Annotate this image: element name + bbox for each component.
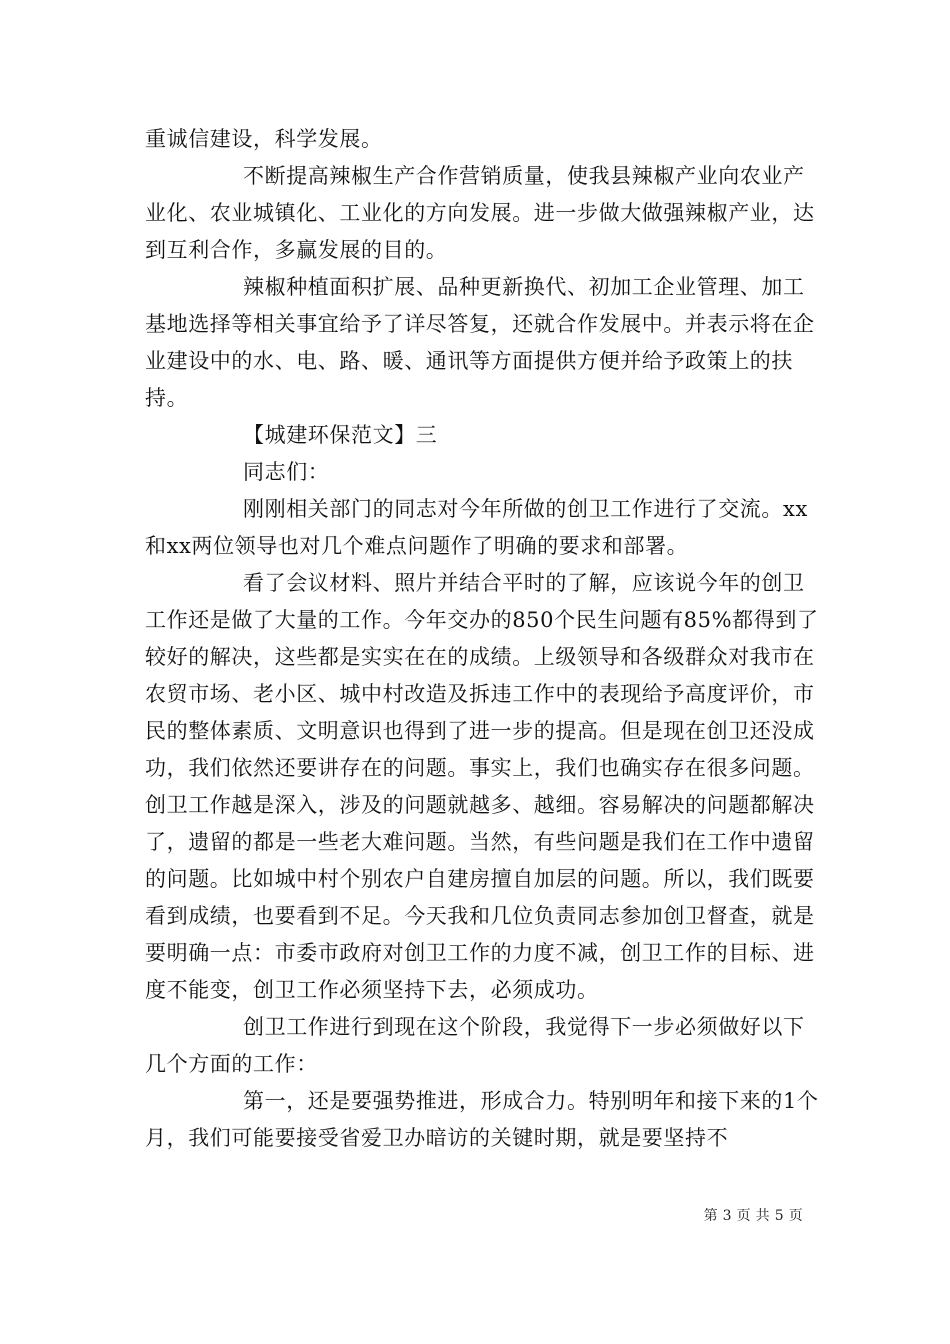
section-heading: 【城建环保范文】三 — [243, 423, 438, 447]
paragraph-pepper-support: 辣椒种植面积扩展、品种更新换代、初加工企业管理、加工基地选择等相关事宜给予了详尽答复，还就合作发展中。并表示将在企业建设中的水、电、路、暖、通讯等方面提供方便并给予政策上的扶持。 — [145, 275, 815, 410]
paragraph-exchange: 刚刚相关部门的同志对今年所做的创卫工作进行了交流。xx和xx两位领导也对几个难点问题作了明确的要求和部署。 — [145, 497, 808, 558]
paragraph-continuation: 重诚信建设，科学发展。 — [145, 127, 383, 151]
paragraph-achievements: 看了会议材料、照片并结合平时的了解，应该说今年的创卫工作还是做了大量的工作。今年交办的850个民生问题有85%都得到了较好的解决，这些都是实实在在的成绩。上级领导和各级群众对我市在农贸市场、老小区、城中村改造及拆违工作中的表现给予高度评价，市民的整体素质、文明意识也得到了进一步的提高。但是现在创卫还没成功，我们依然还要讲存在的问题。事实上，我们也确实存在很多问题。创卫工作越是深入，涉及的问题就越多、越细。容易解决的问题都解决了，遗留的都是一些老大难问题。当然，有些问题是我们在工作中遗留的问题。比如城中村个别农户自建房擅自加层的问题。所以，我们既要看到成绩，也要看到不足。今天我和几位负责同志参加创卫督查，就是要明确一点：市委市政府对创卫工作的力度不减，创卫工作的目标、进度不能变，创卫工作必须坚持下去，必须成功。 — [145, 571, 819, 1002]
salutation: 同志们： — [243, 460, 330, 484]
page-number: 第 3 页 共 5 页 — [703, 1208, 803, 1224]
paragraph-first-point: 第一，还是要强势推进，形成合力。特别明年和接下来的1个月，我们可能要接受省爱卫办暗访的关键时期，就是要坚持不 — [145, 1089, 819, 1150]
paragraph-next-steps: 创卫工作进行到现在这个阶段，我觉得下一步必须做好以下几个方面的工作： — [145, 1015, 805, 1076]
paragraph-pepper-industry: 不断提高辣椒生产合作营销质量，使我县辣椒产业向农业产业化、农业城镇化、工业化的方向发展。进一步做大做强辣椒产业，达到互利合作，多赢发展的目的。 — [145, 164, 815, 262]
document-body — [145, 121, 823, 1157]
